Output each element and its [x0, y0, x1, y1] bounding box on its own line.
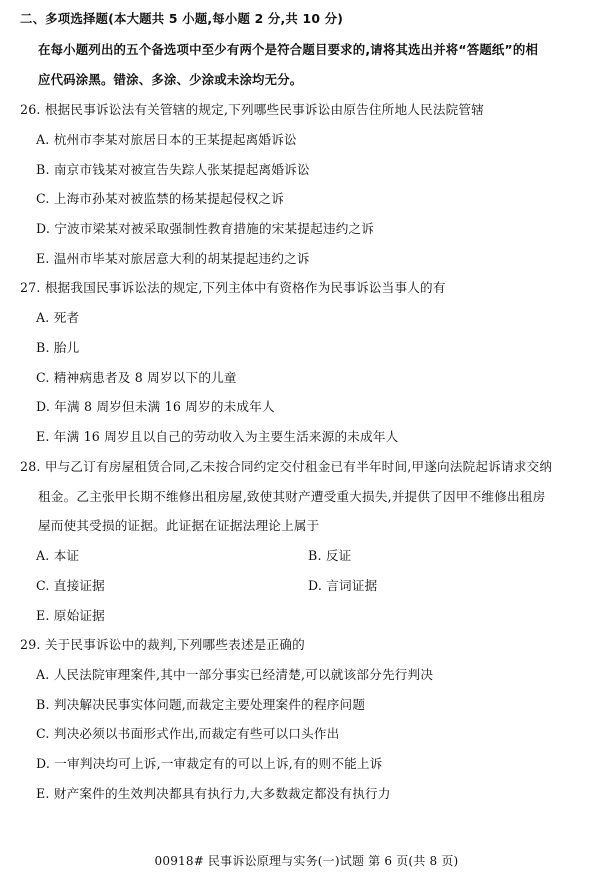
question-27-option-c: C. 精神病患者及 8 周岁以下的儿童 — [36, 370, 237, 385]
section-heading: 二、多项选择题(本大题共 5 小题,每小题 2 分,共 10 分) — [20, 11, 344, 26]
section-instruction-line-2: 应代码涂黑。错涂、多涂、少涂或未涂均无分。 — [38, 72, 303, 87]
question-29-option-a: A. 人民法院审理案件,其中一部分事实已经清楚,可以就该部分先行判决 — [36, 667, 434, 682]
question-28-stem-line-3: 屋而使其受损的证据。此证据在证据法理论上属于 — [38, 518, 320, 533]
question-28-option-d: D. 言词证据 — [308, 578, 378, 593]
question-26-stem: 26. 根据民事诉讼法有关管辖的规定,下列哪些民事诉讼由原告住所地人民法院管辖 — [20, 102, 485, 117]
question-27-option-d: D. 年满 8 周岁但未满 16 周岁的未成年人 — [36, 399, 275, 414]
question-27-option-e: E. 年满 16 周岁且以自己的劳动收入为主要生活来源的未成年人 — [36, 429, 399, 444]
section-instruction-line-1: 在每小题列出的五个备选项中至少有两个是符合题目要求的,请将其选出并将“答题纸”的相 — [38, 42, 539, 57]
question-27-stem: 27. 根据我国民事诉讼法的规定,下列主体中有资格作为民事诉讼当事人的有 — [20, 280, 446, 295]
question-26-option-c: C. 上海市孙某对被监禁的杨某提起侵权之诉 — [36, 191, 285, 206]
question-27-option-b: B. 胎儿 — [36, 340, 80, 355]
question-28-stem-line-2: 租金。乙主张甲长期不维修出租房屋,致使其财产遭受重大损失,并提供了因甲不维修出租房 — [38, 489, 546, 504]
question-26-option-a: A. 杭州市李某对旅居日本的王某提起离婚诉讼 — [36, 132, 297, 147]
question-26-option-b: B. 南京市钱某对被宣告失踪人张某提起离婚诉讼 — [36, 162, 310, 177]
question-28-option-b: B. 反证 — [308, 548, 352, 563]
question-28-stem-line-1: 28. 甲与乙订有房屋租赁合同,乙未按合同约定交付租金已有半年时间,甲遂向法院起诉请求交纳 — [20, 459, 553, 474]
question-26-option-e: E. 温州市毕某对旅居意大利的胡某提起违约之诉 — [36, 251, 310, 266]
page-footer: 00918# 民事诉讼原理与实务(一)试题 第 6 页(共 8 页) — [154, 854, 459, 868]
question-29-option-e: E. 财产案件的生效判决都具有执行力,大多数裁定都没有执行力 — [36, 786, 391, 801]
question-28-option-e: E. 原始证据 — [36, 608, 105, 623]
question-29-option-d: D. 一审判决均可上诉,一审裁定有的可以上诉,有的则不能上诉 — [36, 756, 383, 771]
question-29-stem: 29. 关于民事诉讼中的裁判,下列哪些表述是正确的 — [20, 637, 305, 652]
question-26-option-d: D. 宁波市梁某对被采取强制性教育措施的宋某提起违约之诉 — [36, 221, 375, 236]
question-28-option-c: C. 直接证据 — [36, 578, 105, 593]
question-29-option-b: B. 判决解决民事实体问题,而裁定主要处理案件的程序问题 — [36, 697, 366, 712]
question-29-option-c: C. 判决必须以书面形式作出,而裁定有些可以口头作出 — [36, 726, 340, 741]
question-27-option-a: A. 死者 — [36, 310, 80, 325]
question-28-option-a: A. 本证 — [36, 548, 80, 563]
